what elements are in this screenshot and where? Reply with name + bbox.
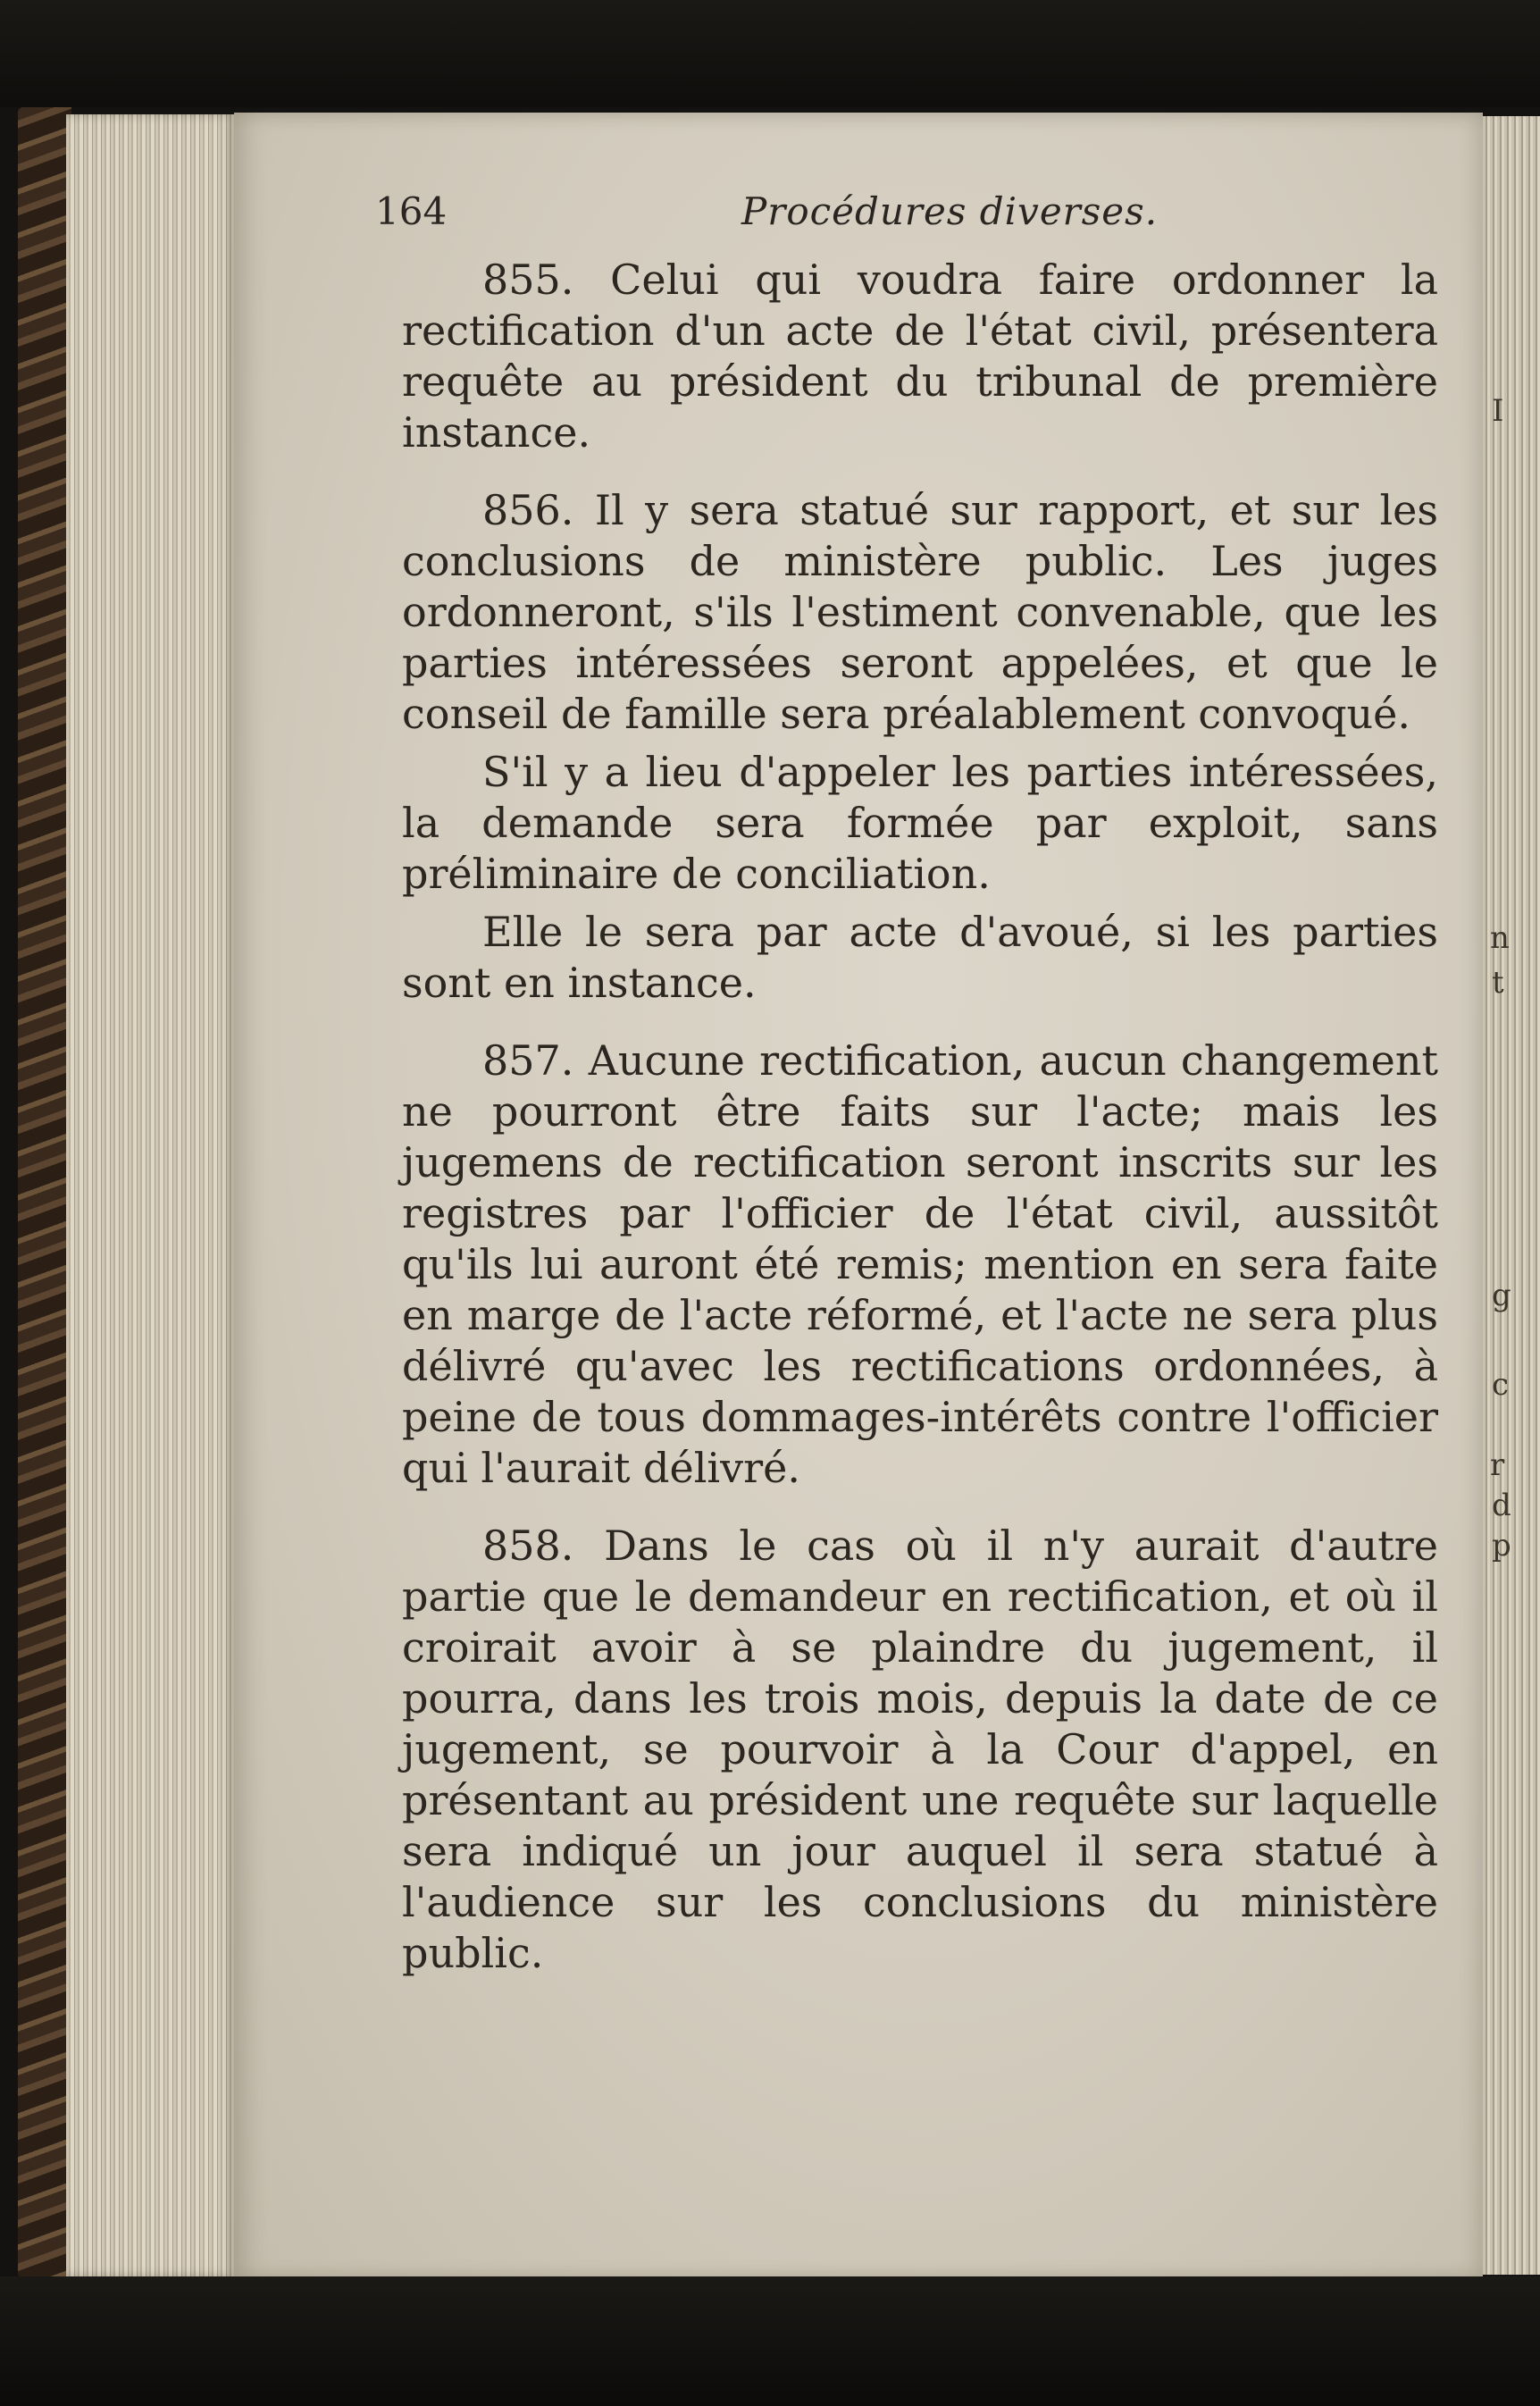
bleed-mark: I [1492, 393, 1504, 429]
bleed-mark: r [1490, 1447, 1505, 1483]
page-edges-right [1483, 116, 1540, 2275]
article-856-paragraph-2: S'il y a lieu d'appeler les parties intéressées, la demande sera formée par exploit, sans préliminaire de conciliation. [402, 748, 1438, 898]
book-cover-edge [18, 107, 71, 2278]
body-text [402, 255, 1438, 1979]
background-top [0, 0, 1540, 107]
bleed-mark: g [1492, 1278, 1511, 1313]
page-edges-left [66, 114, 238, 2276]
bleed-mark: c [1492, 1367, 1510, 1403]
bleed-mark: t [1492, 965, 1504, 1001]
article-858: 858. Dans le cas où il n'y aurait d'autre partie que le demandeur en rectification, et où il croirait avoir à se plaindre du jugement, il pourra, dans les trois mois, depuis la date de ce jugement, se pourvoir à la Cour d'appel, en présentant au président une requête sur laquelle sera indiqué un jour auquel il sera statué à l'audience sur les conclusions du ministère public. [402, 1522, 1438, 1977]
article-856-paragraph-3: Elle le sera par acte d'avoué, si les parties sont en instance. [402, 908, 1438, 1007]
article-856: 856. Il y sera statué sur rapport, et sur les conclusions de ministère public. Les juges ordonneront, s'ils l'estiment convenable, que les parties intéressées seront appelées, et que le conseil de famille sera préalablement convoqué. [402, 486, 1438, 738]
bleed-mark: n [1490, 920, 1510, 956]
running-title: Procédures diverses. [741, 189, 1159, 233]
article-857: 857. Aucune rectification, aucun changement ne pourront être faits sur l'acte; mais les jugemens de rectification seront inscrits sur les registres par l'officier de l'état civil, aussitôt qu'ils lui auront été remis; mention en sera faite en marge de l'acte réformé, et l'acte ne sera plus délivré qu'avec les rectifications ordonnées, à peine de tous dommages-intérêts contre l'officier qui l'aurait délivré. [402, 1036, 1438, 1492]
article-855: 855. Celui qui voudra faire ordonner la rectification d'un acte de l'état civil, présentera requête au président du tribunal de première instance. [402, 256, 1438, 457]
page-header [375, 189, 1447, 243]
background-bottom [0, 2276, 1540, 2406]
bleed-mark: d [1492, 1488, 1511, 1523]
bleed-mark: p [1492, 1528, 1511, 1563]
page-number: 164 [375, 189, 448, 233]
